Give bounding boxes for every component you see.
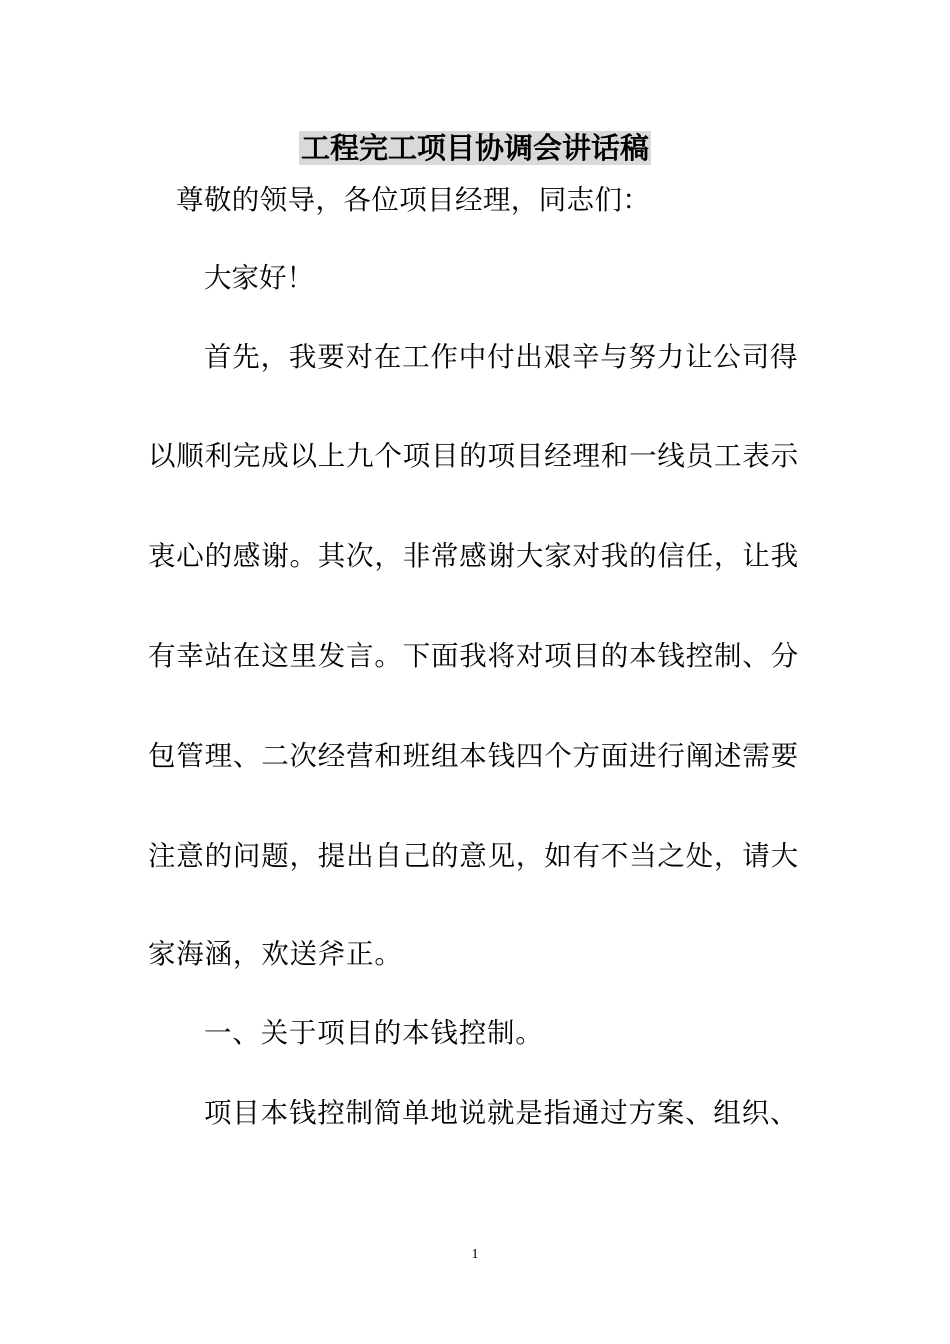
paragraph-line: 衷心的感谢。其次，非常感谢大家对我的信任，让我 — [148, 540, 799, 572]
paragraph-line: 有幸站在这里发言。下面我将对项目的本钱控制、分 — [148, 640, 799, 672]
paragraph-line: 包管理、二次经营和班组本钱四个方面进行阐述需要 — [148, 740, 799, 772]
section-heading: 一、关于项目的本钱控制。 — [204, 1017, 544, 1049]
paragraph-line: 首先，我要对在工作中付出艰辛与努力让公司得 — [204, 341, 799, 373]
document-title-text: 工程完工项目协调会讲话稿 — [300, 131, 649, 165]
salutation-line: 尊敬的领导，各位项目经理，同志们： — [176, 184, 651, 216]
paragraph-line: 注意的问题，提出自己的意见，如有不当之处，请大 — [148, 840, 799, 872]
paragraph-line: 以顺利完成以上九个项目的项目经理和一线员工表示 — [148, 440, 799, 472]
document-title — [0, 128, 950, 168]
paragraph-line: 家海涵，欢送斧正。 — [148, 938, 403, 970]
paragraph-line: 项目本钱控制简单地说就是指通过方案、组织、 — [204, 1097, 799, 1129]
greeting-line: 大家好！ — [204, 262, 314, 294]
page-number: 1 — [471, 1247, 479, 1262]
